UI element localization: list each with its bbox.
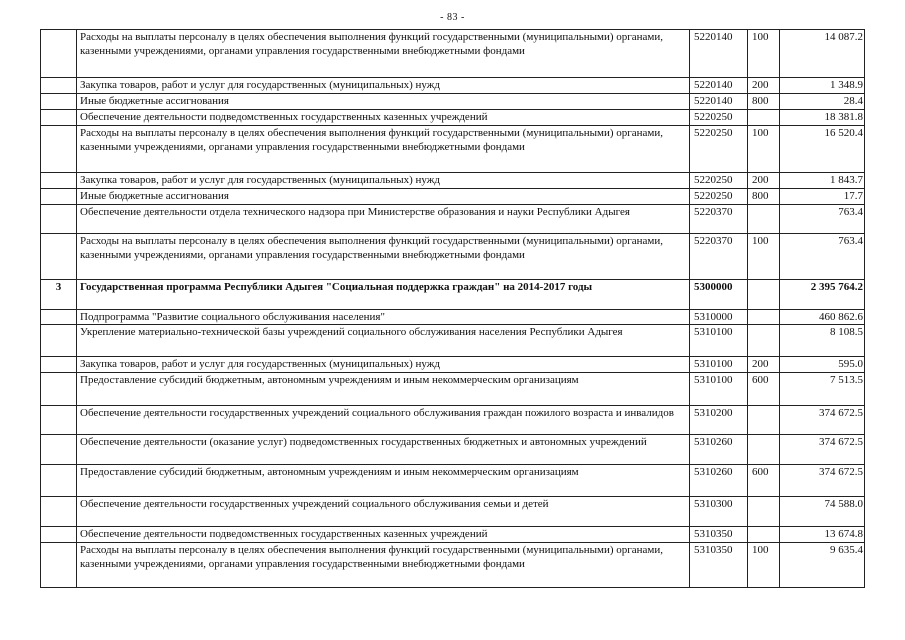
amount: 1 348.9 bbox=[780, 78, 865, 94]
budget-table bbox=[40, 29, 865, 588]
amount: 14 087.2 bbox=[780, 30, 865, 78]
table-row bbox=[41, 30, 865, 78]
target-article-code: 5220140 bbox=[690, 30, 748, 78]
amount: 374 672.5 bbox=[780, 406, 865, 435]
amount: 28.4 bbox=[780, 94, 865, 110]
table-row bbox=[41, 173, 865, 189]
expense-type-code bbox=[748, 435, 780, 465]
target-article-code: 5310000 bbox=[690, 310, 748, 325]
expense-name: Предоставление субсидий бюджетным, автономным учреждениям и иным некоммерческим организациям bbox=[77, 373, 690, 406]
amount: 763.4 bbox=[780, 234, 865, 280]
expense-name: Обеспечение деятельности (оказание услуг) подведомственных государственных бюджетных и автономных учреждений bbox=[77, 435, 690, 465]
table-row bbox=[41, 110, 865, 126]
row-number bbox=[41, 373, 77, 406]
expense-type-code: 100 bbox=[748, 543, 780, 588]
target-article-code: 5300000 bbox=[690, 280, 748, 310]
target-article-code: 5310260 bbox=[690, 435, 748, 465]
row-number bbox=[41, 234, 77, 280]
row-number bbox=[41, 406, 77, 435]
expense-name: Закупка товаров, работ и услуг для государственных (муниципальных) нужд bbox=[77, 78, 690, 94]
table-row bbox=[41, 497, 865, 527]
row-number bbox=[41, 543, 77, 588]
expense-name: Расходы на выплаты персоналу в целях обеспечения выполнения функций государственными (муниципальными) органами, казенными учреждениями, органами управления государственными внебюджетными фондами bbox=[77, 126, 690, 173]
row-number bbox=[41, 205, 77, 234]
table-row bbox=[41, 357, 865, 373]
table-row bbox=[41, 310, 865, 325]
expense-name: Обеспечение деятельности подведомственных государственных казенных учреждений bbox=[77, 527, 690, 543]
target-article-code: 5310200 bbox=[690, 406, 748, 435]
target-article-code: 5220250 bbox=[690, 126, 748, 173]
expense-name: Предоставление субсидий бюджетным, автономным учреждениям и иным некоммерческим организациям bbox=[77, 465, 690, 497]
expense-name: Подпрограмма "Развитие социального обслуживания населения" bbox=[77, 310, 690, 325]
expense-type-code bbox=[748, 497, 780, 527]
expense-type-code bbox=[748, 205, 780, 234]
row-number bbox=[41, 357, 77, 373]
table-row bbox=[41, 465, 865, 497]
row-number bbox=[41, 465, 77, 497]
budget-table-body bbox=[41, 30, 865, 588]
table-row bbox=[41, 189, 865, 205]
target-article-code: 5220370 bbox=[690, 205, 748, 234]
expense-name: Расходы на выплаты персоналу в целях обеспечения выполнения функций государственными (муниципальными) органами, казенными учреждениями, органами управления государственными внебюджетными фондами bbox=[77, 543, 690, 588]
amount: 7 513.5 bbox=[780, 373, 865, 406]
table-row bbox=[41, 435, 865, 465]
expense-type-code: 100 bbox=[748, 234, 780, 280]
amount: 18 381.8 bbox=[780, 110, 865, 126]
table-row bbox=[41, 234, 865, 280]
amount: 9 635.4 bbox=[780, 543, 865, 588]
expense-type-code bbox=[748, 280, 780, 310]
expense-type-code: 100 bbox=[748, 126, 780, 173]
target-article-code: 5310350 bbox=[690, 543, 748, 588]
expense-type-code bbox=[748, 406, 780, 435]
row-number: 3 bbox=[41, 280, 77, 310]
expense-type-code bbox=[748, 325, 780, 357]
table-row bbox=[41, 205, 865, 234]
amount: 2 395 764.2 bbox=[780, 280, 865, 310]
expense-name: Обеспечение деятельности отдела технического надзора при Министерстве образования и науки Республики Адыгея bbox=[77, 205, 690, 234]
page-number: - 83 - bbox=[440, 12, 465, 23]
expense-type-code bbox=[748, 110, 780, 126]
amount: 17.7 bbox=[780, 189, 865, 205]
amount: 13 674.8 bbox=[780, 527, 865, 543]
table-row bbox=[41, 543, 865, 588]
target-article-code: 5220140 bbox=[690, 94, 748, 110]
expense-name: Укрепление материально-технической базы учреждений социального обслуживания населения Республики Адыгея bbox=[77, 325, 690, 357]
target-article-code: 5220140 bbox=[690, 78, 748, 94]
table-row bbox=[41, 94, 865, 110]
target-article-code: 5220250 bbox=[690, 173, 748, 189]
expense-name: Иные бюджетные ассигнования bbox=[77, 189, 690, 205]
expense-name: Государственная программа Республики Адыгея "Социальная поддержка граждан" на 2014-2017 годы bbox=[77, 280, 690, 310]
expense-type-code: 600 bbox=[748, 465, 780, 497]
table-row bbox=[41, 280, 865, 310]
expense-type-code: 200 bbox=[748, 173, 780, 189]
target-article-code: 5310300 bbox=[690, 497, 748, 527]
row-number bbox=[41, 189, 77, 205]
expense-name: Расходы на выплаты персоналу в целях обеспечения выполнения функций государственными (муниципальными) органами, казенными учреждениями, органами управления государственными внебюджетными фондами bbox=[77, 234, 690, 280]
amount: 460 862.6 bbox=[780, 310, 865, 325]
amount: 74 588.0 bbox=[780, 497, 865, 527]
amount: 16 520.4 bbox=[780, 126, 865, 173]
table-row bbox=[41, 406, 865, 435]
expense-type-code: 600 bbox=[748, 373, 780, 406]
amount: 8 108.5 bbox=[780, 325, 865, 357]
amount: 374 672.5 bbox=[780, 435, 865, 465]
target-article-code: 5220250 bbox=[690, 110, 748, 126]
row-number bbox=[41, 30, 77, 78]
amount: 595.0 bbox=[780, 357, 865, 373]
target-article-code: 5310350 bbox=[690, 527, 748, 543]
row-number bbox=[41, 435, 77, 465]
row-number bbox=[41, 325, 77, 357]
table-row bbox=[41, 373, 865, 406]
table-row bbox=[41, 527, 865, 543]
expense-name: Расходы на выплаты персоналу в целях обеспечения выполнения функций государственными (муниципальными) органами, казенными учреждениями, органами управления государственными внебюджетными фондами bbox=[77, 30, 690, 78]
expense-type-code bbox=[748, 310, 780, 325]
expense-type-code: 800 bbox=[748, 94, 780, 110]
target-article-code: 5220370 bbox=[690, 234, 748, 280]
expense-type-code: 800 bbox=[748, 189, 780, 205]
row-number bbox=[41, 497, 77, 527]
amount: 1 843.7 bbox=[780, 173, 865, 189]
expense-type-code bbox=[748, 527, 780, 543]
row-number bbox=[41, 126, 77, 173]
target-article-code: 5310100 bbox=[690, 325, 748, 357]
expense-name: Обеспечение деятельности подведомственных государственных казенных учреждений bbox=[77, 110, 690, 126]
row-number bbox=[41, 527, 77, 543]
amount: 374 672.5 bbox=[780, 465, 865, 497]
expense-type-code: 200 bbox=[748, 357, 780, 373]
expense-type-code: 100 bbox=[748, 30, 780, 78]
row-number bbox=[41, 110, 77, 126]
table-row bbox=[41, 126, 865, 173]
expense-name: Обеспечение деятельности государственных учреждений социального обслуживания граждан пожилого возраста и инвалидов bbox=[77, 406, 690, 435]
amount: 763.4 bbox=[780, 205, 865, 234]
row-number bbox=[41, 310, 77, 325]
expense-name: Обеспечение деятельности государственных учреждений социального обслуживания семьи и детей bbox=[77, 497, 690, 527]
target-article-code: 5310100 bbox=[690, 373, 748, 406]
row-number bbox=[41, 78, 77, 94]
target-article-code: 5310260 bbox=[690, 465, 748, 497]
table-row bbox=[41, 325, 865, 357]
expense-name: Иные бюджетные ассигнования bbox=[77, 94, 690, 110]
expense-name: Закупка товаров, работ и услуг для государственных (муниципальных) нужд bbox=[77, 173, 690, 189]
row-number bbox=[41, 173, 77, 189]
target-article-code: 5310100 bbox=[690, 357, 748, 373]
expense-name: Закупка товаров, работ и услуг для государственных (муниципальных) нужд bbox=[77, 357, 690, 373]
target-article-code: 5220250 bbox=[690, 189, 748, 205]
row-number bbox=[41, 94, 77, 110]
table-row bbox=[41, 78, 865, 94]
expense-type-code: 200 bbox=[748, 78, 780, 94]
